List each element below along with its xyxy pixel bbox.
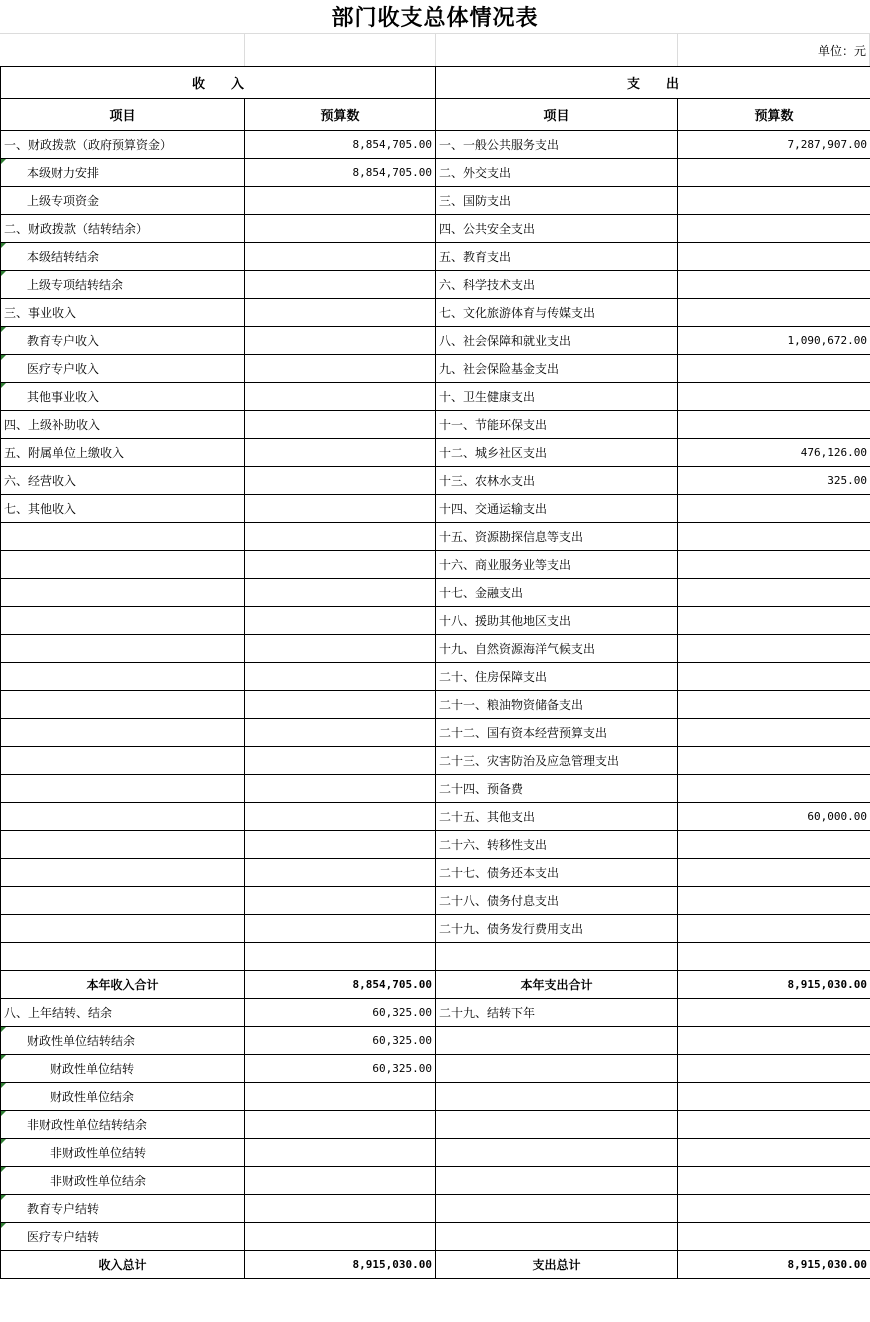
income-item-cell: [1, 943, 245, 971]
income-budget-cell: 8,854,705.00: [245, 159, 436, 187]
table-row: [1, 831, 870, 859]
income-item-cell: [1, 887, 245, 915]
income-item-cell: 医疗专户收入: [1, 355, 245, 383]
table-row: [1, 607, 870, 635]
income-budget-cell: 60,325.00: [245, 1027, 436, 1055]
expense-budget-cell: 60,000.00: [678, 803, 870, 831]
table-row: [1, 663, 870, 691]
expense-item-cell: 二十五、其他支出: [436, 803, 678, 831]
expense-item-cell: 二十六、转移性支出: [436, 831, 678, 859]
expense-section-header: 支 出: [436, 67, 870, 99]
income-item-cell: 非财政性单位结转: [1, 1139, 245, 1167]
expense-item-cell: 二十九、结转下年: [436, 999, 678, 1027]
main-rows: [1, 131, 870, 971]
income-budget-cell: [245, 579, 436, 607]
carry-rows: [1, 999, 870, 1251]
income-budget-cell: [245, 1083, 436, 1111]
expense-item-cell: [436, 943, 678, 971]
income-budget-cell: [245, 299, 436, 327]
income-budget-cell: [245, 383, 436, 411]
expense-budget-cell: [678, 719, 870, 747]
table-row: [1, 1055, 870, 1083]
expense-budget-cell: 1,090,672.00: [678, 327, 870, 355]
table-row: [1, 915, 870, 943]
income-item-header: 项目: [1, 99, 245, 131]
table-row: [1, 1027, 870, 1055]
income-item-cell: 医疗专户结转: [1, 1223, 245, 1251]
income-item-cell: [1, 915, 245, 943]
expense-budget-cell: [678, 299, 870, 327]
income-item-cell: [1, 859, 245, 887]
table-row: [1, 887, 870, 915]
total-section: [1, 1251, 870, 1279]
income-budget-cell: [245, 1111, 436, 1139]
table-row: [1, 943, 870, 971]
table-row: [1, 355, 870, 383]
income-item-cell: 四、上级补助收入: [1, 411, 245, 439]
expense-budget-cell: [678, 1111, 870, 1139]
table-row: [1, 551, 870, 579]
income-budget-cell: [245, 747, 436, 775]
income-section-header: 收 入: [1, 67, 436, 99]
expense-budget-cell: 7,287,907.00: [678, 131, 870, 159]
income-item-cell: [1, 747, 245, 775]
expense-item-header: 项目: [436, 99, 678, 131]
income-item-cell: [1, 831, 245, 859]
expense-item-cell: [436, 1195, 678, 1223]
expense-item-cell: 六、科学技术支出: [436, 271, 678, 299]
expense-item-cell: 十六、商业服务业等支出: [436, 551, 678, 579]
expense-budget-cell: [678, 607, 870, 635]
income-budget-cell: [245, 607, 436, 635]
expense-budget-cell: [678, 383, 870, 411]
expense-item-cell: 九、社会保险基金支出: [436, 355, 678, 383]
expense-item-cell: 一、一般公共服务支出: [436, 131, 678, 159]
expense-budget-cell: [678, 271, 870, 299]
income-budget-cell: [245, 915, 436, 943]
table-row: [1, 159, 870, 187]
income-budget-cell: [245, 831, 436, 859]
income-item-cell: 上级专项结转结余: [1, 271, 245, 299]
expense-item-cell: 十、卫生健康支出: [436, 383, 678, 411]
table-row: [1, 243, 870, 271]
table-row: [1, 1083, 870, 1111]
income-budget-cell: [245, 1167, 436, 1195]
income-budget-cell: [245, 439, 436, 467]
income-item-cell: 其他事业收入: [1, 383, 245, 411]
table-row: [1, 719, 870, 747]
income-budget-cell: [245, 243, 436, 271]
expense-item-cell: 十九、自然资源海洋气候支出: [436, 635, 678, 663]
expense-item-cell: 十八、援助其他地区支出: [436, 607, 678, 635]
expense-budget-header: 预算数: [678, 99, 870, 131]
expense-budget-cell: [678, 831, 870, 859]
income-item-cell: 非财政性单位结转结余: [1, 1111, 245, 1139]
expense-item-cell: [436, 1027, 678, 1055]
income-item-cell: [1, 635, 245, 663]
expense-item-cell: 十二、城乡社区支出: [436, 439, 678, 467]
expense-item-cell: 八、社会保障和就业支出: [436, 327, 678, 355]
income-item-cell: [1, 691, 245, 719]
expense-budget-cell: [678, 523, 870, 551]
income-budget-cell: [245, 887, 436, 915]
expense-budget-cell: [678, 1139, 870, 1167]
expense-budget-cell: [678, 915, 870, 943]
table-row: [1, 859, 870, 887]
expense-item-cell: 二十三、灾害防治及应急管理支出: [436, 747, 678, 775]
table-row: [1, 215, 870, 243]
expense-item-cell: 二十九、债务发行费用支出: [436, 915, 678, 943]
income-subtotal-value: 8,854,705.00: [245, 971, 436, 999]
expense-item-cell: 二、外交支出: [436, 159, 678, 187]
income-subtotal-label: 本年收入合计: [1, 971, 245, 999]
table-row: [1, 299, 870, 327]
expense-budget-cell: 325.00: [678, 467, 870, 495]
expense-budget-cell: [678, 859, 870, 887]
expense-budget-cell: [678, 579, 870, 607]
expense-item-cell: 十四、交通运输支出: [436, 495, 678, 523]
income-item-cell: 上级专项资金: [1, 187, 245, 215]
table-row: [1, 271, 870, 299]
expense-item-cell: 十五、资源勘探信息等支出: [436, 523, 678, 551]
income-item-cell: 七、其他收入: [1, 495, 245, 523]
column-header-row: [1, 99, 870, 131]
income-total-value: 8,915,030.00: [245, 1251, 436, 1279]
income-budget-cell: 60,325.00: [245, 1055, 436, 1083]
expense-item-cell: 二十一、粮油物资储备支出: [436, 691, 678, 719]
income-budget-cell: [245, 495, 436, 523]
income-budget-cell: 8,854,705.00: [245, 131, 436, 159]
expense-total-label: 支出总计: [436, 1251, 678, 1279]
income-budget-cell: [245, 943, 436, 971]
gridline: [435, 33, 436, 66]
expense-budget-cell: [678, 355, 870, 383]
income-budget-cell: [245, 411, 436, 439]
total-row: [1, 1251, 870, 1279]
income-item-cell: [1, 607, 245, 635]
income-item-cell: [1, 579, 245, 607]
income-budget-cell: [245, 663, 436, 691]
expense-item-cell: 十一、节能环保支出: [436, 411, 678, 439]
expense-budget-cell: [678, 747, 870, 775]
table-row: [1, 383, 870, 411]
expense-budget-cell: [678, 775, 870, 803]
income-item-cell: [1, 775, 245, 803]
expense-item-cell: [436, 1139, 678, 1167]
gridline: [677, 33, 678, 66]
expense-budget-cell: [678, 999, 870, 1027]
income-budget-cell: 60,325.00: [245, 999, 436, 1027]
income-item-cell: [1, 523, 245, 551]
income-item-cell: 财政性单位结转结余: [1, 1027, 245, 1055]
income-budget-cell: [245, 551, 436, 579]
table-row: [1, 1167, 870, 1195]
expense-item-cell: 七、文化旅游体育与传媒支出: [436, 299, 678, 327]
table-row: [1, 579, 870, 607]
income-item-cell: 五、附属单位上缴收入: [1, 439, 245, 467]
income-budget-header: 预算数: [245, 99, 436, 131]
expense-item-cell: 十七、金融支出: [436, 579, 678, 607]
income-item-cell: 本级财力安排: [1, 159, 245, 187]
expense-item-cell: [436, 1167, 678, 1195]
expense-budget-cell: [678, 411, 870, 439]
income-budget-cell: [245, 271, 436, 299]
expense-budget-cell: [678, 1223, 870, 1251]
income-budget-cell: [245, 859, 436, 887]
unit-label: 单位：元: [817, 44, 866, 58]
expense-item-cell: 二十四、预备费: [436, 775, 678, 803]
income-item-cell: 二、财政拨款（结转结余）: [1, 215, 245, 243]
income-item-cell: 六、经营收入: [1, 467, 245, 495]
income-budget-cell: [245, 523, 436, 551]
table-row: [1, 775, 870, 803]
subtotal-row: [1, 971, 870, 999]
income-budget-cell: [245, 635, 436, 663]
expense-budget-cell: [678, 215, 870, 243]
income-item-cell: 教育专户收入: [1, 327, 245, 355]
income-budget-cell: [245, 1223, 436, 1251]
expense-item-cell: 五、教育支出: [436, 243, 678, 271]
expense-budget-cell: [678, 635, 870, 663]
income-budget-cell: [245, 1139, 436, 1167]
table-row: [1, 1139, 870, 1167]
income-item-cell: 本级结转结余: [1, 243, 245, 271]
table-row: [1, 467, 870, 495]
expense-budget-cell: [678, 551, 870, 579]
expense-budget-cell: [678, 691, 870, 719]
unit-row: [0, 33, 870, 66]
expense-budget-cell: [678, 1083, 870, 1111]
income-budget-cell: [245, 467, 436, 495]
table-row: [1, 803, 870, 831]
income-budget-cell: [245, 719, 436, 747]
budget-table: [0, 66, 870, 1279]
table-row: [1, 691, 870, 719]
section-header-row: [1, 67, 870, 99]
expense-item-cell: 三、国防支出: [436, 187, 678, 215]
gridline: [244, 33, 245, 66]
expense-budget-cell: [678, 1055, 870, 1083]
income-budget-cell: [245, 691, 436, 719]
expense-subtotal-label: 本年支出合计: [436, 971, 678, 999]
income-budget-cell: [245, 327, 436, 355]
subtotal-section: [1, 971, 870, 999]
expense-budget-cell: [678, 943, 870, 971]
income-budget-cell: [245, 1195, 436, 1223]
expense-item-cell: [436, 1083, 678, 1111]
income-budget-cell: [245, 215, 436, 243]
income-budget-cell: [245, 187, 436, 215]
income-item-cell: 财政性单位结余: [1, 1083, 245, 1111]
expense-item-cell: [436, 1055, 678, 1083]
income-total-label: 收入总计: [1, 1251, 245, 1279]
income-budget-cell: [245, 355, 436, 383]
expense-item-cell: 二十八、债务付息支出: [436, 887, 678, 915]
expense-subtotal-value: 8,915,030.00: [678, 971, 870, 999]
table-row: [1, 747, 870, 775]
income-budget-cell: [245, 775, 436, 803]
table-row: [1, 411, 870, 439]
income-item-cell: [1, 719, 245, 747]
income-item-cell: 教育专户结转: [1, 1195, 245, 1223]
expense-budget-cell: [678, 887, 870, 915]
expense-budget-cell: [678, 1027, 870, 1055]
table-row: [1, 1223, 870, 1251]
expense-item-cell: 十三、农林水支出: [436, 467, 678, 495]
table-row: [1, 439, 870, 467]
expense-budget-cell: [678, 243, 870, 271]
table-row: [1, 187, 870, 215]
income-item-cell: 财政性单位结转: [1, 1055, 245, 1083]
income-item-cell: 非财政性单位结余: [1, 1167, 245, 1195]
page-title: 部门收支总体情况表: [331, 5, 539, 31]
expense-budget-cell: 476,126.00: [678, 439, 870, 467]
income-item-cell: [1, 803, 245, 831]
income-item-cell: 一、财政拨款（政府预算资金）: [1, 131, 245, 159]
expense-item-cell: 二十、住房保障支出: [436, 663, 678, 691]
income-item-cell: 三、事业收入: [1, 299, 245, 327]
income-item-cell: 八、上年结转、结余: [1, 999, 245, 1027]
expense-item-cell: 四、公共安全支出: [436, 215, 678, 243]
table-row: [1, 635, 870, 663]
table-row: [1, 1111, 870, 1139]
expense-budget-cell: [678, 1195, 870, 1223]
table-row: [1, 999, 870, 1027]
expense-item-cell: [436, 1223, 678, 1251]
expense-budget-cell: [678, 1167, 870, 1195]
table-row: [1, 523, 870, 551]
expense-item-cell: 二十二、国有资本经营预算支出: [436, 719, 678, 747]
income-budget-cell: [245, 803, 436, 831]
expense-budget-cell: [678, 187, 870, 215]
income-item-cell: [1, 551, 245, 579]
expense-budget-cell: [678, 495, 870, 523]
expense-total-value: 8,915,030.00: [678, 1251, 870, 1279]
table-row: [1, 495, 870, 523]
expense-budget-cell: [678, 159, 870, 187]
expense-budget-cell: [678, 663, 870, 691]
expense-item-cell: [436, 1111, 678, 1139]
income-item-cell: [1, 663, 245, 691]
table-row: [1, 1195, 870, 1223]
table-row: [1, 327, 870, 355]
expense-item-cell: 二十七、债务还本支出: [436, 859, 678, 887]
table-row: [1, 131, 870, 159]
